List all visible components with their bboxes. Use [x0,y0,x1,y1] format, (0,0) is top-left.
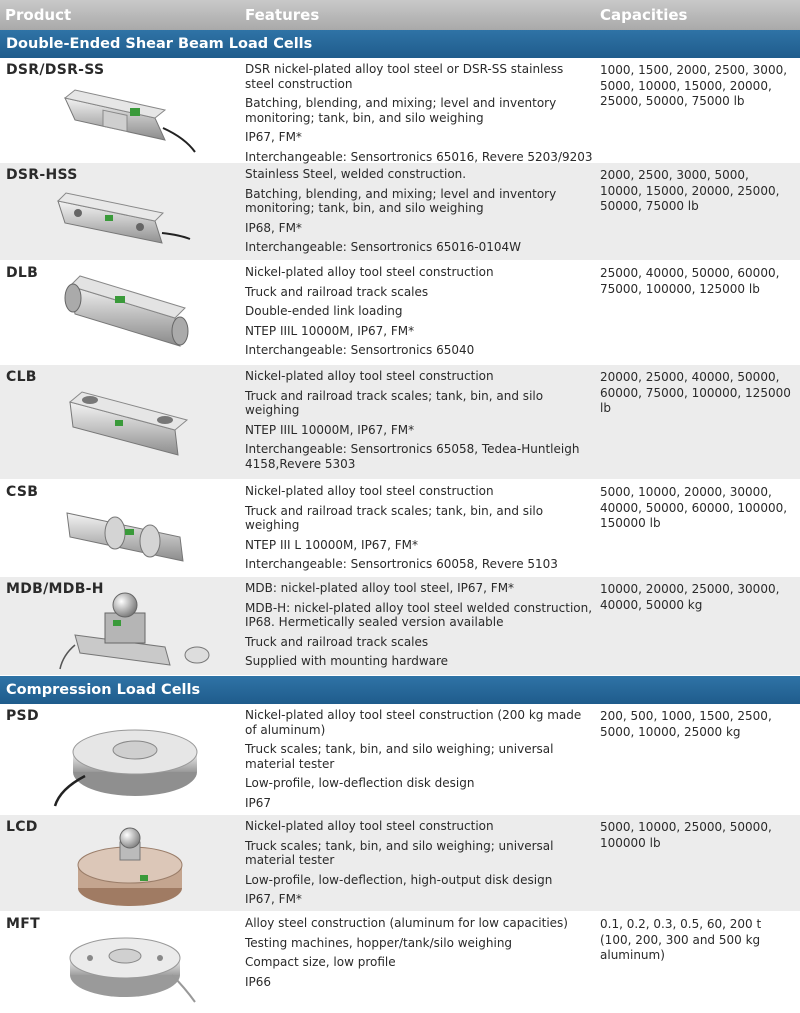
product-name: PSD [6,708,39,724]
product-name: CSB [6,484,39,500]
product-row-dsr [0,58,800,163]
feature-line: Low-profile, low-deflection, high-output disk design [245,872,553,887]
feature-line: Interchangeable: Sensortronics 65040 [245,343,475,357]
product-row-csb [0,480,800,577]
product-name: DLB [6,265,39,281]
header-product: Product [5,6,72,24]
feature-line: Truck and railroad track scales [245,634,429,649]
stainless-shear-beam-image [50,183,200,258]
feature-line: Truck and railroad track scales; tank, bin, and silo weighing [245,388,544,417]
feature-line: Nickel-plated alloy tool steel construction [245,265,494,279]
feature-line: NTEP IIIL 10000M, IP67, FM* [245,323,415,338]
capacities-text: 5000, 10000, 20000, 30000, 40000, 50000, 60000, 100000, 150000 lb [600,485,788,530]
feature-line: Interchangeable: Sensortronics 65016-0104W [245,240,521,254]
product-row-lcd [0,815,800,912]
product-name: CLB [6,369,37,385]
clb-beam-image [60,380,200,470]
table-header [0,0,800,30]
feature-line: Stainless Steel, welded construction. [245,167,467,181]
section-double-ended-shear-beam: Double-Ended Shear Beam Load Cells [0,30,800,58]
shear-beam-load-cell-image [55,78,205,158]
product-name: LCD [6,819,38,835]
mdb-mounting-assembly-image [55,585,225,675]
feature-line: MDB: nickel-plated alloy tool steel, IP67, FM* [245,581,515,595]
product-name: MFT [6,916,40,932]
csb-beam-image [55,495,205,575]
feature-line: Nickel-plated alloy tool steel construction [245,369,494,383]
product-row-mft [0,912,800,1011]
section-compression-load-cells: Compression Load Cells [0,676,800,704]
product-name: DSR/DSR-SS [6,62,105,78]
product-row-dsr-hss [0,163,800,261]
feature-line: Batching, blending, and mixing; level and inventory monitoring; tank, bin, and silo weighing [245,186,557,215]
mft-compact-load-cell-image [60,920,200,1008]
feature-line: Truck and railroad track scales [245,284,429,299]
capacities-text: 25000, 40000, 50000, 60000, 75000, 100000, 125000 lb [600,266,780,296]
feature-line: Testing machines, hopper/tank/silo weighing [245,935,513,950]
product-name: MDB/MDB-H [6,581,104,597]
feature-line: Nickel-plated alloy tool steel construction (200 kg made of aluminum) [245,708,582,737]
feature-line: Compact size, low profile [245,955,396,969]
link-loading-beam-image [55,266,205,361]
feature-line: Interchangeable: Sensortronics 65016, Revere 5203/9203 [245,149,593,164]
product-row-psd [0,704,800,815]
feature-line: Truck and railroad track scales; tank, bin, and silo weighing [245,503,544,532]
feature-line: Alloy steel construction (aluminum for low capacities) [245,916,568,930]
feature-line: MDB-H: nickel-plated alloy tool steel welded construction, IP68. Hermetically sealed version available [245,600,593,629]
product-name: DSR-HSS [6,167,78,183]
header-capacities: Capacities [600,6,688,24]
feature-line: IP67 [245,795,272,810]
capacities-text: 2000, 2500, 3000, 5000, 10000, 15000, 20000, 25000, 50000, 75000 lb [600,168,780,213]
lcd-disk-load-cell-image [70,820,190,910]
feature-line: IP67, FM* [245,892,302,906]
feature-line: DSR nickel-plated alloy tool steel or DSR-SS stainless steel construction [245,62,564,91]
feature-line: Nickel-plated alloy tool steel construction [245,484,494,498]
feature-line: NTEP III L 10000M, IP67, FM* [245,537,418,552]
feature-line: NTEP IIIL 10000M, IP67, FM* [245,422,415,437]
product-row-clb [0,365,800,480]
capacities-text: 200, 500, 1000, 1500, 2500, 5000, 10000, 25000 kg [600,709,772,739]
capacities-text: 10000, 20000, 25000, 30000, 40000, 50000 kg [600,582,780,612]
feature-line: Supplied with mounting hardware [245,654,449,668]
feature-line: IP68, FM* [245,220,302,235]
header-features: Features [245,6,320,24]
feature-line: Double-ended link loading [245,304,403,318]
capacities-text: 5000, 10000, 25000, 50000, 100000 lb [600,820,772,850]
feature-line: Truck scales; tank, bin, and silo weighing; universal material tester [245,838,554,867]
feature-line: Interchangeable: Sensortronics 65058, Tedea-Huntleigh 4158,Revere 5303 [245,442,580,471]
capacities-text: 0.1, 0.2, 0.3, 0.5, 60, 200 t (100, 200, 300 and 500 kg aluminum) [600,917,762,962]
feature-line: Low-profile, low-deflection disk design [245,776,475,790]
product-row-dlb [0,261,800,365]
feature-line: Truck scales; tank, bin, and silo weighing; universal material tester [245,742,554,771]
capacities-text: 1000, 1500, 2000, 2500, 3000, 5000, 10000, 15000, 20000, 25000, 50000, 75000 lb [600,63,788,108]
feature-line: Interchangeable: Sensortronics 60058, Revere 5103 [245,557,558,571]
feature-line: IP66 [245,974,272,989]
feature-line: IP67, FM* [245,130,302,144]
disk-load-cell-image [45,714,205,812]
product-row-mdb [0,577,800,676]
capacities-text: 20000, 25000, 40000, 50000, 60000, 75000, 100000, 125000 lb [600,370,791,415]
feature-line: Nickel-plated alloy tool steel construction [245,819,494,833]
feature-line: Batching, blending, and mixing; level and inventory monitoring; tank, bin, and silo weighing [245,96,557,125]
